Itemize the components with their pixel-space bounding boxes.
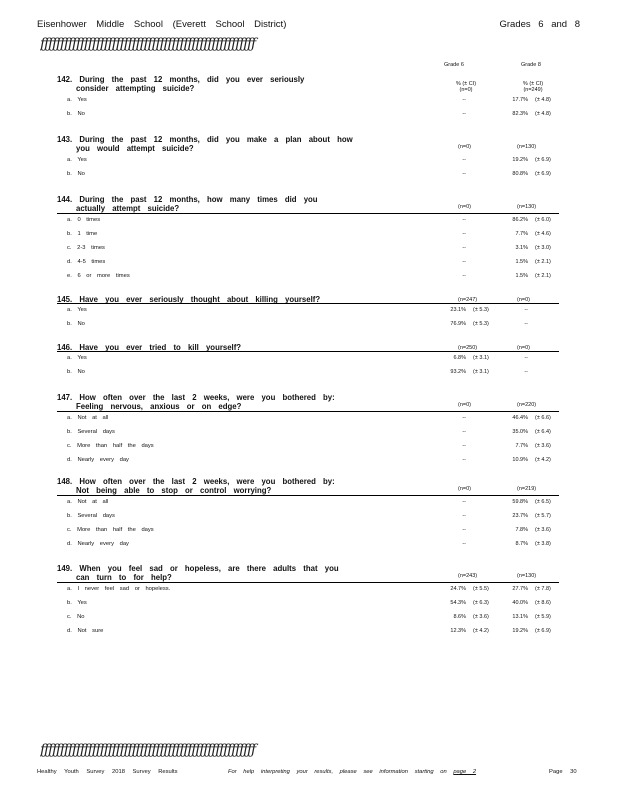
grade-6-percent: 8.6% — [453, 614, 466, 620]
grade-8-ci: (± 5.7) — [535, 513, 551, 519]
question-rule — [57, 351, 559, 352]
grade-6-percent: -- — [462, 259, 466, 265]
grade-8-percent: -- — [524, 307, 528, 313]
grade-6-percent: -- — [462, 111, 466, 117]
question-line-2: consider attempting suicide? — [76, 84, 195, 93]
answer-option-label: b. Several days — [67, 429, 115, 435]
grade-6-percent: -- — [462, 273, 466, 279]
sample-size-grade-6: % (± CI) (n=0) — [455, 81, 477, 93]
question-line-1: 148. How often over the last 2 weeks, were you bothered by: — [57, 477, 335, 486]
footer-help-note — [228, 769, 476, 775]
answer-option-label: c. More than half the days — [67, 527, 154, 533]
grade-6-percent: -- — [462, 171, 466, 177]
grade-6-percent: 93.2% — [450, 369, 466, 375]
question-line-1: 146. Have you ever tried to kill yourself? — [57, 343, 242, 352]
sample-size-grade-6: (n=0) — [458, 402, 471, 408]
grade-6-percent: -- — [462, 499, 466, 505]
question-line-2: Feeling nervous, anxious or on edge? — [76, 402, 242, 411]
answer-option-label: b. No — [67, 111, 85, 117]
grade-6-percent: -- — [462, 217, 466, 223]
grade-6-ci: (± 3.1) — [473, 369, 489, 375]
grade-8-percent: 1.5% — [515, 259, 528, 265]
sample-size-grade-8: (n=219) — [517, 486, 537, 492]
grade-6-ci: (± 5.5) — [473, 586, 489, 592]
grade-6-ci: (± 5.3) — [473, 321, 489, 327]
sample-size-grade-8: (n=0) — [517, 345, 530, 351]
column-header-grade-6: Grade 6 — [444, 62, 464, 68]
answer-option-label: a. Yes — [67, 355, 87, 361]
grade-6-ci: (± 3.1) — [473, 355, 489, 361]
footer-survey-title: Healthy Youth Survey 2018 Survey Results — [37, 769, 178, 775]
grade-6-ci: (± 3.6) — [473, 614, 489, 620]
question-text — [57, 195, 318, 213]
footer-page-link[interactable]: page 2 — [453, 769, 477, 775]
grade-8-percent: 82.3% — [512, 111, 528, 117]
grade-6-percent: -- — [462, 443, 466, 449]
sample-size-grade-8: (n=130) — [517, 204, 537, 210]
question-text — [57, 477, 335, 495]
decorative-rule-top: ƒƒƒƒƒƒƒƒƒƒƒƒƒƒƒƒƒƒƒƒƒƒƒƒƒƒƒƒƒƒƒƒƒƒƒƒƒƒƒƒƒƒƒƒƒƒƒƒƒƒƒƒƒƒ — [40, 36, 256, 52]
grade-8-percent: 40.0% — [512, 600, 528, 606]
sample-size-grade-8: (n=130) — [517, 144, 537, 150]
grade-8-ci: (± 3.0) — [535, 245, 551, 251]
question-line-1: 149. When you feel sad or hopeless, are there adults that you — [57, 564, 339, 573]
grade-6-ci: (± 6.3) — [473, 600, 489, 606]
grade-6-percent: -- — [462, 541, 466, 547]
answer-option-label: b. No — [67, 321, 85, 327]
grade-8-ci: (± 6.0) — [535, 217, 551, 223]
grade-8-ci: (± 6.9) — [535, 628, 551, 634]
answer-option-label: b. Several days — [67, 513, 115, 519]
question-text — [57, 135, 353, 153]
answer-option-label: c. 2-3 times — [67, 245, 105, 251]
grade-8-ci: (± 4.8) — [535, 97, 551, 103]
grade-8-percent: 19.2% — [512, 628, 528, 634]
question-text — [57, 393, 335, 411]
question-line-1: 142. During the past 12 months, did you ever seriously — [57, 75, 305, 84]
sample-size-grade-6: (n=0) — [458, 144, 471, 150]
question-line-2: can turn to for help? — [76, 573, 172, 582]
decorative-rule-bottom: ƒƒƒƒƒƒƒƒƒƒƒƒƒƒƒƒƒƒƒƒƒƒƒƒƒƒƒƒƒƒƒƒƒƒƒƒƒƒƒƒƒƒƒƒƒƒƒƒƒƒƒƒƒƒ — [40, 742, 256, 758]
grade-8-ci: (± 4.6) — [535, 231, 551, 237]
grade-8-ci: (± 6.9) — [535, 157, 551, 163]
answer-option-label: e. 6 or more times — [67, 273, 130, 279]
grade-8-percent: 23.7% — [512, 513, 528, 519]
answer-option-label: d. 4-5 times — [67, 259, 106, 265]
question-rule — [57, 213, 559, 214]
answer-option-label: a. I never feel sad or hopeless. — [67, 586, 171, 592]
answer-option-label: b. 1 time — [67, 231, 98, 237]
grade-8-ci: (± 4.2) — [535, 457, 551, 463]
report-header-grades: Grades 6 and 8 — [499, 19, 580, 30]
grade-8-ci: (± 8.6) — [535, 600, 551, 606]
grade-6-percent: -- — [462, 415, 466, 421]
grade-6-percent: 76.9% — [450, 321, 466, 327]
column-header-grade-8: Grade 8 — [521, 62, 541, 68]
question-text — [57, 75, 304, 93]
sample-size-grade-6: (n=250) — [458, 345, 478, 351]
grade-8-ci: (± 6.6) — [535, 415, 551, 421]
question-line-2: Not being able to stop or control worrying? — [76, 486, 272, 495]
grade-8-ci: (± 3.8) — [535, 541, 551, 547]
grade-8-percent: 1.5% — [515, 273, 528, 279]
grade-8-percent: 19.2% — [512, 157, 528, 163]
report-header-school: Eisenhower Middle School (Everett School District) — [37, 19, 287, 30]
question-line-1: 147. How often over the last 2 weeks, were you bothered by: — [57, 393, 335, 402]
grade-8-percent: 10.9% — [512, 457, 528, 463]
question-line-1: 143. During the past 12 months, did you make a plan about how — [57, 135, 353, 144]
grade-6-percent: -- — [462, 429, 466, 435]
grade-8-percent: -- — [524, 321, 528, 327]
question-text — [57, 564, 339, 582]
answer-option-label: a. Yes — [67, 97, 87, 103]
answer-option-label: d. Nearly every day — [67, 541, 129, 547]
grade-8-ci: (± 7.8) — [535, 586, 551, 592]
answer-option-label: b. No — [67, 171, 85, 177]
grade-6-ci: (± 5.3) — [473, 307, 489, 313]
grade-8-ci: (± 6.5) — [535, 499, 551, 505]
answer-option-label: d. Not sure — [67, 628, 104, 634]
sample-size-grade-6: (n=0) — [458, 204, 471, 210]
question-rule — [57, 411, 559, 412]
grade-6-percent: -- — [462, 513, 466, 519]
grade-8-ci: (± 6.4) — [535, 429, 551, 435]
grade-8-ci: (± 3.6) — [535, 443, 551, 449]
grade-8-percent: 7.8% — [515, 527, 528, 533]
grade-6-ci: (± 4.2) — [473, 628, 489, 634]
grade-8-percent: -- — [524, 369, 528, 375]
grade-6-percent: -- — [462, 457, 466, 463]
footer-page-number: Page 30 — [549, 769, 577, 775]
grade-6-percent: 12.3% — [450, 628, 466, 634]
sample-size-grade-6: (n=247) — [458, 297, 478, 303]
sample-size-grade-8: (n=0) — [517, 297, 530, 303]
grade-8-ci: (± 4.8) — [535, 111, 551, 117]
grade-8-ci: (± 3.6) — [535, 527, 551, 533]
grade-8-ci: (± 6.9) — [535, 171, 551, 177]
grade-6-percent: -- — [462, 157, 466, 163]
question-rule — [57, 303, 559, 304]
grade-6-percent: -- — [462, 97, 466, 103]
sample-size-grade-8: (n=220) — [517, 402, 537, 408]
answer-option-label: a. Yes — [67, 157, 87, 163]
answer-option-label: c. More than half the days — [67, 443, 154, 449]
question-rule — [57, 495, 559, 496]
grade-8-percent: 80.8% — [512, 171, 528, 177]
grade-8-percent: 46.4% — [512, 415, 528, 421]
grade-8-ci: (± 2.1) — [535, 259, 551, 265]
grade-8-percent: 8.7% — [515, 541, 528, 547]
question-rule — [57, 582, 559, 583]
grade-8-percent: 7.7% — [515, 443, 528, 449]
grade-8-percent: 3.1% — [515, 245, 528, 251]
answer-option-label: c. No — [67, 614, 85, 620]
grade-8-percent: 13.1% — [512, 614, 528, 620]
grade-6-percent: -- — [462, 527, 466, 533]
grade-6-percent: 54.3% — [450, 600, 466, 606]
sample-size-grade-6: (n=0) — [458, 486, 471, 492]
sample-size-grade-8: % (± CI) (n=249) — [522, 81, 544, 93]
grade-8-ci: (± 2.1) — [535, 273, 551, 279]
grade-8-percent: -- — [524, 355, 528, 361]
answer-option-label: b. Yes — [67, 600, 87, 606]
grade-6-percent: -- — [462, 245, 466, 251]
grade-8-percent: 17.7% — [512, 97, 528, 103]
grade-8-ci: (± 5.9) — [535, 614, 551, 620]
footer-help-text: For help interpreting your results, please see information starting on — [228, 769, 447, 775]
grade-8-percent: 7.7% — [515, 231, 528, 237]
answer-option-label: a. Not at all — [67, 415, 109, 421]
answer-option-label: d. Nearly every day — [67, 457, 129, 463]
sample-size-grade-8: (n=130) — [517, 573, 537, 579]
answer-option-label: b. No — [67, 369, 85, 375]
grade-6-percent: 23.1% — [450, 307, 466, 313]
sample-size-grade-6: (n=243) — [458, 573, 478, 579]
grade-6-percent: 6.8% — [453, 355, 466, 361]
question-line-2: actually attempt suicide? — [76, 204, 180, 213]
grade-6-percent: -- — [462, 231, 466, 237]
answer-option-label: a. Yes — [67, 307, 87, 313]
grade-8-percent: 59.8% — [512, 499, 528, 505]
grade-6-percent: 24.7% — [450, 586, 466, 592]
question-line-1: 144. During the past 12 months, how many times did you — [57, 195, 318, 204]
grade-8-percent: 27.7% — [512, 586, 528, 592]
grade-8-percent: 35.0% — [512, 429, 528, 435]
question-line-1: 145. Have you ever seriously thought about killing yourself? — [57, 295, 321, 304]
answer-option-label: a. 0 times — [67, 217, 101, 223]
grade-8-percent: 86.2% — [512, 217, 528, 223]
question-line-2: you would attempt suicide? — [76, 144, 194, 153]
answer-option-label: a. Not at all — [67, 499, 109, 505]
